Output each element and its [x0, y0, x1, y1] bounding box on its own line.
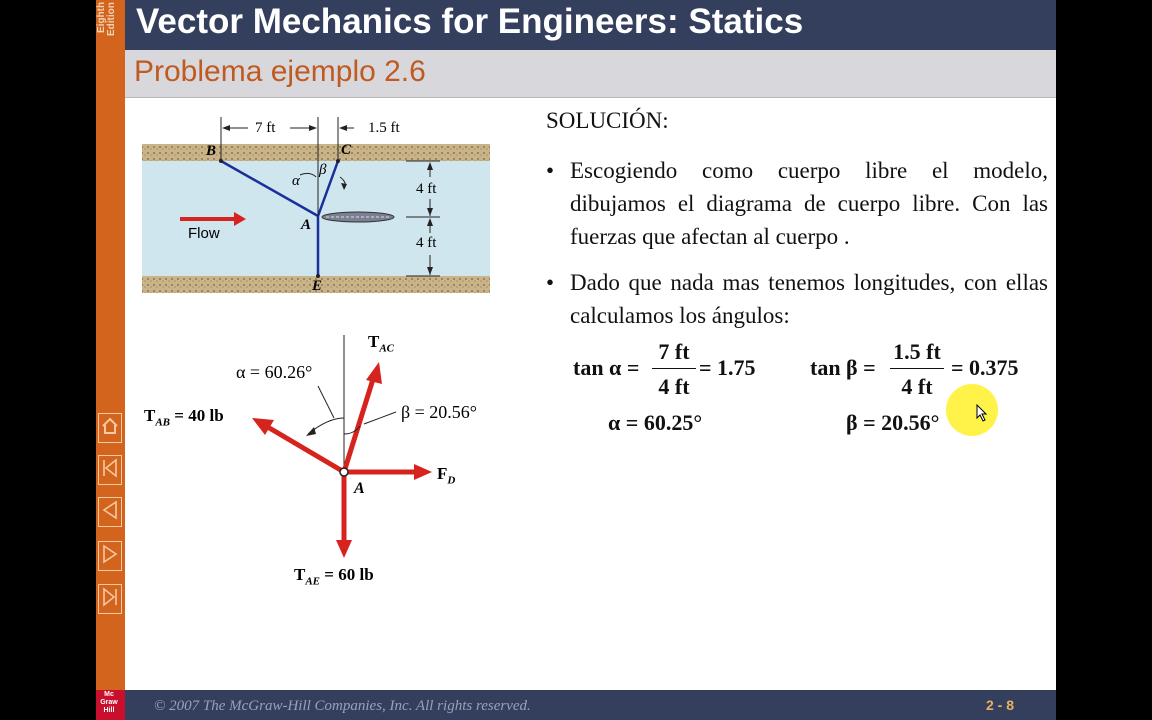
beta-denominator: 4 ft — [901, 374, 933, 399]
fbd-point-a-label: A — [354, 480, 365, 497]
first-slide-icon — [101, 458, 119, 483]
cursor-highlight — [946, 384, 998, 436]
tan-beta-label: tan β = — [810, 355, 876, 380]
bullet-2 — [546, 266, 1048, 332]
slide — [96, 0, 1056, 720]
t-ae-label: $T_{AE} = 60$ lb — [294, 565, 374, 588]
flow-label: Flow — [188, 225, 220, 242]
previous-slide-button[interactable] — [98, 497, 122, 527]
previous-slide-icon — [101, 500, 119, 525]
tan-alpha-label: tan α = — [573, 355, 640, 380]
home-button[interactable] — [98, 413, 122, 443]
publisher-logo — [96, 690, 125, 720]
bullet-dot: • — [546, 270, 555, 295]
mouse-pointer-icon — [976, 404, 988, 422]
f-d-label: $F_D$ — [437, 464, 456, 487]
beta-fraction-line — [890, 368, 944, 369]
point-e-label: E — [312, 278, 323, 294]
bullet-1 — [546, 154, 1048, 254]
dim-4ft-lower: 4 ft — [416, 235, 437, 251]
alpha-fraction-line — [652, 368, 696, 369]
t-ab-label: $T_{AB} = 40$ lb — [144, 406, 224, 429]
slide-subtitle: Problema ejemplo 2.6 — [134, 55, 426, 88]
last-slide-icon — [101, 587, 119, 612]
publisher-logo-text: Mc Graw Hill — [100, 691, 118, 714]
beta-angle-label: β — [319, 162, 327, 178]
copyright-text: © 2007 The McGraw-Hill Companies, Inc. All rights reserved. — [154, 698, 531, 714]
bullet-dot: • — [546, 158, 555, 183]
last-slide-button[interactable] — [98, 584, 122, 614]
point-a-label: A — [301, 217, 312, 233]
t-ac-label: $T_{AC}$ — [368, 332, 395, 355]
dim-1-5ft: 1.5 ft — [368, 120, 400, 136]
alpha-result: = 1.75 — [699, 355, 756, 380]
next-slide-button[interactable] — [98, 541, 122, 571]
dim-7ft: 7 ft — [255, 120, 276, 136]
alpha-angle-label: α — [292, 173, 300, 189]
next-slide-icon — [101, 544, 119, 569]
first-slide-button[interactable] — [98, 455, 122, 485]
alpha-value-label: α = 60.26° — [236, 362, 313, 382]
alpha-denominator: 4 ft — [658, 374, 690, 399]
beta-value: β = 20.56° — [846, 410, 940, 435]
river-diagram — [140, 115, 492, 295]
home-icon — [101, 417, 119, 440]
alpha-value: α = 60.25° — [608, 410, 703, 435]
bullet-2-text: Dado que nada mas tenemos longitudes, con ellas calculamos los ángulos: — [570, 270, 1048, 328]
sidebar — [96, 0, 125, 720]
edition-label: Eighth Edition — [96, 2, 117, 36]
point-c-label: C — [341, 142, 352, 158]
river-bank-top — [142, 144, 490, 161]
dim-4ft-upper: 4 ft — [416, 181, 437, 197]
beta-result: = 0.375 — [951, 355, 1019, 380]
alpha-numerator: 7 ft — [658, 339, 690, 364]
bullet-1-text: Escogiendo como cuerpo libre el modelo, dibujamos el diagrama de cuerpo libre. Con las fuerzas que afectan al cuerpo . — [570, 158, 1048, 249]
solution-heading: SOLUCIÓN: — [546, 108, 669, 133]
page-number: 2 - 8 — [986, 697, 1015, 713]
slide-title: Vector Mechanics for Engineers: Statics — [136, 2, 804, 41]
beta-numerator: 1.5 ft — [893, 339, 941, 364]
point-b-label: B — [206, 143, 217, 159]
beta-value-label: β = 20.56° — [401, 402, 478, 422]
